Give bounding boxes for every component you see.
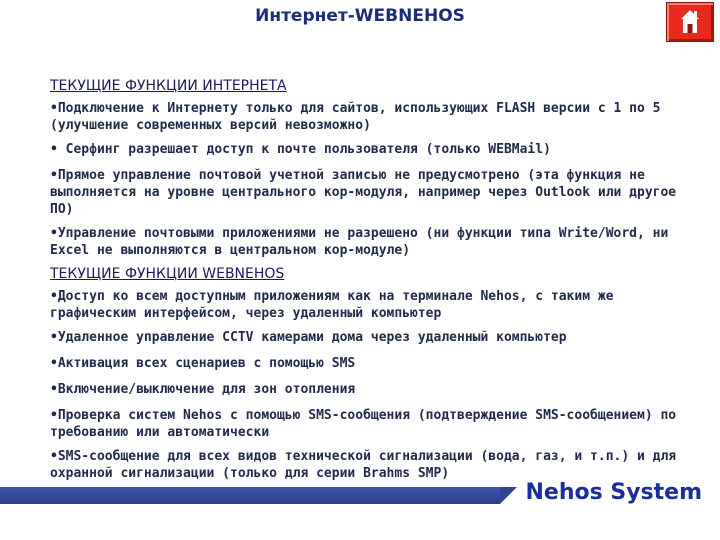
list-item: •Удаленное управление CCTV камерами дома через удаленный компьютер	[50, 330, 567, 345]
heading-internet: ТЕКУЩИЕ ФУНКЦИИ ИНТЕРНЕТА	[50, 78, 287, 94]
page-title: Интернет-WEBNEHOS	[255, 6, 465, 26]
list-item: •Проверка систем Nehos с помощью SMS-сообщения (подтверждение SMS-сообщением) по требованию или автоматически	[50, 408, 677, 440]
list-item: •Включение/выключение для зон отопления	[50, 382, 356, 397]
list-item: • Серфинг разрешает доступ к почте пользователя (только WEBMail)	[50, 142, 551, 157]
list-item: •Подключение к Интернету только для сайтов, использующих FLASH версии с 1 по 5 (улучшение современных версий невозможно)	[50, 101, 661, 133]
home-button[interactable]	[666, 2, 714, 42]
heading-webnehos: ТЕКУЩИЕ ФУНКЦИИ WEBNEHOS	[50, 266, 285, 282]
slide-content	[50, 78, 700, 489]
list-item: •Активация всех сценариев с помощью SMS	[50, 356, 356, 371]
brand-logo-text: Nehos System	[521, 480, 702, 505]
list-item: •SMS-сообщение для всех видов технической сигнализации (вода, газ, и т.п.) и для охранной сигнализации (только для серии Brahms SMP)	[50, 449, 677, 481]
list-item: •Прямое управление почтовой учетной записью не предусмотрено (эта функция не выполняется на уровне центрального кор-модуля, например через Outlook или другое ПО)	[50, 168, 677, 217]
list-item: •Доступ ко всем доступным приложениям как на терминале Nehos, с таким же графическим интерфейсом, через удаленный компьютер	[50, 289, 614, 321]
home-icon	[680, 9, 700, 35]
footer-bar	[0, 487, 500, 504]
list-item: •Управление почтовыми приложениями не разрешено (ни функции типа Write/Word, ни Excel не выполняются в центральном кор-модуле)	[50, 226, 669, 258]
